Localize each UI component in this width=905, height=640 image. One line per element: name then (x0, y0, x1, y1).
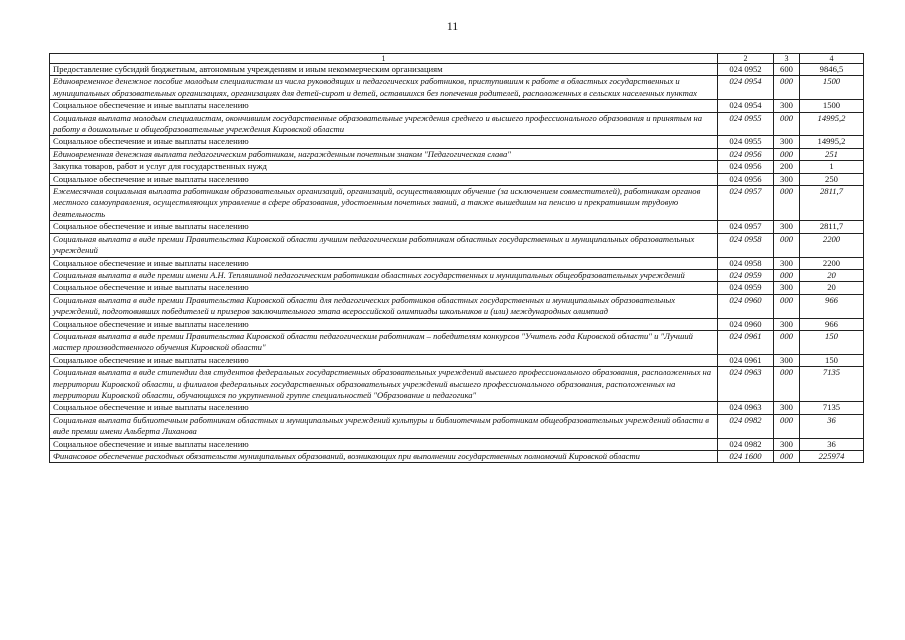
row-type-cell: 300 (774, 173, 800, 185)
row-name-cell: Финансовое обеспечение расходных обязательств муниципальных образований, возникающих при выполнении государственных полномочий Кировской области (50, 451, 718, 463)
table-row (50, 282, 864, 294)
row-amount-cell: 14995,2 (800, 112, 864, 136)
row-code-cell: 024 0958 (718, 233, 774, 257)
row-amount-cell: 2200 (800, 257, 864, 269)
row-code-cell: 024 1600 (718, 451, 774, 463)
table-row (50, 367, 864, 402)
row-amount-cell: 9846,5 (800, 64, 864, 76)
row-amount-cell: 2811,7 (800, 186, 864, 221)
row-type-cell: 000 (774, 233, 800, 257)
row-amount-cell: 20 (800, 282, 864, 294)
row-name-cell: Социальная выплата в виде премии Правительства Кировской области педагогическим работникам – победителям конкурсов "Учитель года Кировской области" и "Лучший мастер производственного обучения Кировской области" (50, 330, 718, 354)
row-amount-cell: 150 (800, 354, 864, 366)
row-type-cell: 000 (774, 148, 800, 160)
row-code-cell: 024 0960 (718, 294, 774, 318)
row-name-cell: Единовременное денежное пособие молодым специалистам из числа руководящих и педагогических работников, приступившим к работе в областных государственных и муниципальных образовательных организациях, организациях для детей-сирот и детей, оставшихся без попечения родителей, расположенных в сельских населенных пунктах (50, 76, 718, 100)
row-code-cell: 024 0982 (718, 414, 774, 438)
row-type-cell: 300 (774, 438, 800, 450)
row-name-cell: Социальная выплата библиотечным работникам областных и муниципальных учреждений культуры и библиотечным работникам общеобразовательных учреждений области в виде премии имени Альберта Лиханова (50, 414, 718, 438)
table-row (50, 76, 864, 100)
table-row (50, 402, 864, 414)
row-type-cell: 000 (774, 112, 800, 136)
row-amount-cell: 966 (800, 318, 864, 330)
row-amount-cell: 14995,2 (800, 136, 864, 148)
row-code-cell: 024 0956 (718, 161, 774, 173)
row-name-cell: Социальное обеспечение и иные выплаты населению (50, 100, 718, 112)
row-code-cell: 024 0957 (718, 186, 774, 221)
row-name-cell: Закупка товаров, работ и услуг для государственных нужд (50, 161, 718, 173)
row-name-cell: Социальное обеспечение и иные выплаты населению (50, 354, 718, 366)
table-row (50, 257, 864, 269)
table-row (50, 330, 864, 354)
row-code-cell: 024 0963 (718, 367, 774, 402)
row-name-cell: Единовременная денежная выплата педагогическим работникам, награжденным почетным знаком "Педагогическая слава" (50, 148, 718, 160)
table-row (50, 186, 864, 221)
row-code-cell: 024 0961 (718, 354, 774, 366)
row-amount-cell: 1 (800, 161, 864, 173)
table-row (50, 451, 864, 463)
row-type-cell: 000 (774, 294, 800, 318)
row-name-cell: Социальная выплата в виде стипендии для студентов федеральных государственных образовательных учреждений высшего профессионального образования, расположенных на территории Кировской области, и филиалов федеральных государственных образовательных учреждений высшего профессионального образования, расположенных на территории Кировской области, обучающихся по укрупненной группе специальностей "Образование и педагогика" (50, 367, 718, 402)
row-code-cell: 024 0957 (718, 221, 774, 233)
row-type-cell: 300 (774, 136, 800, 148)
row-name-cell: Социальная выплата в виде премии Правительства Кировской области лучшим педагогическим работникам областных государственных и муниципальных образовательных учреждений (50, 233, 718, 257)
row-amount-cell: 250 (800, 173, 864, 185)
row-code-cell: 024 0959 (718, 282, 774, 294)
row-code-cell: 024 0955 (718, 136, 774, 148)
row-name-cell: Ежемесячная социальная выплата работникам образовательных организаций, организаций, осуществляющих обучение (за исключением совместителей), работникам органов местного самоуправления, осуществляющих управление в сфере образования, удостоенным почетных званий, а также вышедшим на пенсию и прекратившим трудовую деятельность (50, 186, 718, 221)
row-type-cell: 000 (774, 367, 800, 402)
table-row (50, 221, 864, 233)
row-amount-cell: 7135 (800, 402, 864, 414)
table-row (50, 318, 864, 330)
column-header-amount: 4 (800, 54, 864, 64)
row-name-cell: Социальное обеспечение и иные выплаты населению (50, 257, 718, 269)
table-row (50, 136, 864, 148)
table-row (50, 438, 864, 450)
row-name-cell: Социальная выплата молодым специалистам, окончившим государственные образовательные учреждения среднего и высшего профессионального образования и принятым на работу в дошкольные и общеобразовательные учреждения Кировской области (50, 112, 718, 136)
row-type-cell: 000 (774, 330, 800, 354)
table-row (50, 64, 864, 76)
row-name-cell: Социальное обеспечение и иные выплаты населению (50, 136, 718, 148)
row-amount-cell: 36 (800, 438, 864, 450)
table-row (50, 294, 864, 318)
table-row (50, 233, 864, 257)
column-header-code: 2 (718, 54, 774, 64)
row-name-cell: Социальное обеспечение и иные выплаты населению (50, 282, 718, 294)
row-code-cell: 024 0955 (718, 112, 774, 136)
row-type-cell: 000 (774, 451, 800, 463)
row-type-cell: 300 (774, 402, 800, 414)
row-name-cell: Социальная выплата в виде премии Правительства Кировской области для педагогических работников областных государственных и муниципальных образовательных учреждений, подготовивших победителей и призеров заключительного этапа всероссийской олимпиады школьников и (или) международных олимпиад (50, 294, 718, 318)
row-amount-cell: 251 (800, 148, 864, 160)
table-header-row (50, 54, 864, 64)
row-type-cell: 000 (774, 186, 800, 221)
row-code-cell: 024 0959 (718, 269, 774, 281)
row-code-cell: 024 0961 (718, 330, 774, 354)
row-type-cell: 300 (774, 354, 800, 366)
row-amount-cell: 20 (800, 269, 864, 281)
table-row (50, 414, 864, 438)
row-name-cell: Социальное обеспечение и иные выплаты населению (50, 402, 718, 414)
column-header-name: 1 (50, 54, 718, 64)
row-name-cell: Предоставление субсидий бюджетным, автономным учреждениям и иным некоммерческим организациям (50, 64, 718, 76)
row-code-cell: 024 0982 (718, 438, 774, 450)
row-type-cell: 000 (774, 414, 800, 438)
page-number: 11 (446, 19, 459, 33)
row-amount-cell: 966 (800, 294, 864, 318)
row-type-cell: 600 (774, 64, 800, 76)
table-row (50, 161, 864, 173)
row-code-cell: 024 0952 (718, 64, 774, 76)
row-code-cell: 024 0958 (718, 257, 774, 269)
row-type-cell: 300 (774, 318, 800, 330)
table-row (50, 173, 864, 185)
row-name-cell: Социальное обеспечение и иные выплаты населению (50, 173, 718, 185)
row-amount-cell: 36 (800, 414, 864, 438)
table-row (50, 100, 864, 112)
row-amount-cell: 7135 (800, 367, 864, 402)
row-name-cell: Социальное обеспечение и иные выплаты населению (50, 221, 718, 233)
table-row (50, 148, 864, 160)
table-row (50, 269, 864, 281)
row-amount-cell: 225974 (800, 451, 864, 463)
row-amount-cell: 2200 (800, 233, 864, 257)
row-type-cell: 200 (774, 161, 800, 173)
row-amount-cell: 1500 (800, 100, 864, 112)
row-code-cell: 024 0956 (718, 173, 774, 185)
row-amount-cell: 150 (800, 330, 864, 354)
row-type-cell: 300 (774, 100, 800, 112)
table-row (50, 112, 864, 136)
row-code-cell: 024 0960 (718, 318, 774, 330)
row-type-cell: 300 (774, 221, 800, 233)
row-name-cell: Социальное обеспечение и иные выплаты населению (50, 318, 718, 330)
row-code-cell: 024 0956 (718, 148, 774, 160)
row-type-cell: 000 (774, 269, 800, 281)
row-type-cell: 300 (774, 282, 800, 294)
row-code-cell: 024 0954 (718, 100, 774, 112)
row-name-cell: Социальное обеспечение и иные выплаты населению (50, 438, 718, 450)
table-row (50, 354, 864, 366)
row-amount-cell: 1500 (800, 76, 864, 100)
row-code-cell: 024 0954 (718, 76, 774, 100)
row-name-cell: Социальная выплата в виде премии имени А.Н. Тепляшиной педагогическим работникам областных государственных и муниципальных общеобразовательных учреждений (50, 269, 718, 281)
column-header-type: 3 (774, 54, 800, 64)
budget-table (49, 53, 864, 463)
row-type-cell: 300 (774, 257, 800, 269)
row-code-cell: 024 0963 (718, 402, 774, 414)
row-amount-cell: 2811,7 (800, 221, 864, 233)
row-type-cell: 000 (774, 76, 800, 100)
